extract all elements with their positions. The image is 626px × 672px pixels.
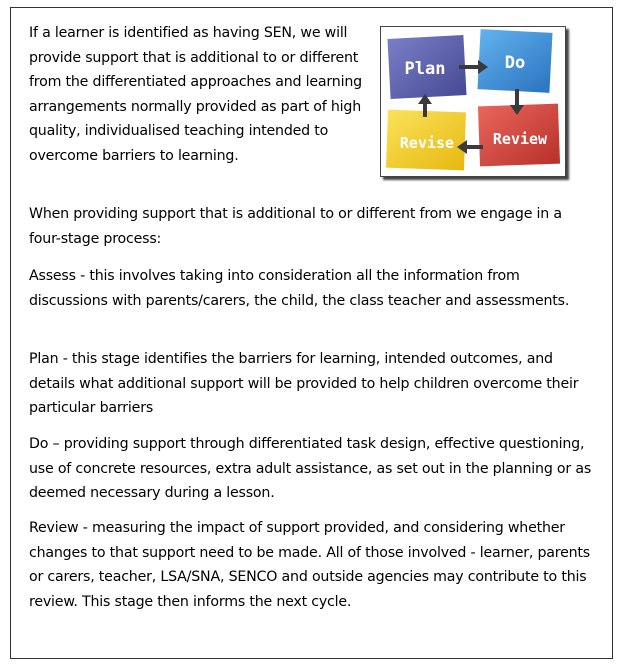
plan-label: Plan <box>404 59 446 79</box>
plan-tile <box>387 35 466 99</box>
intro-paragraph: If a learner is identified as having SEN, we will provide support that is additional to or different from the differentiated approaches and learning arrangements normally provided as part of high quality, individualised teaching intended to overcome barriers to learning. <box>29 25 362 164</box>
revise-tile <box>386 110 466 171</box>
plan-paragraph: Plan - this stage identifies the barriers for learning, intended outcomes, and details what additional support will be provided to help children overcome their particular barriers <box>29 351 579 416</box>
do-tile <box>477 29 552 93</box>
review-tile <box>478 104 560 167</box>
do-label: Do <box>504 53 526 73</box>
four-stage-process-paragraph: When providing support that is additional to or different from we engage in a four-stage process: <box>29 206 562 247</box>
plan-do-review-revise-cycle-diagram <box>380 26 566 177</box>
revise-label: Revise <box>399 134 455 152</box>
review-paragraph: Review - measuring the impact of support provided, and considering whether changes to that support need to be made. All of those involved - learner, parents or carers, teacher, LSA/SNA, SENCO and outside agencies may contribute to this review. This stage then informs the next cycle. <box>29 520 590 610</box>
review-label: Review <box>492 130 548 148</box>
assess-paragraph: Assess - this involves taking into consideration all the information from discussions with parents/carers, the child, the class teacher and assessments. <box>29 268 570 309</box>
do-paragraph: Do – providing support through differentiated task design, effective questioning, use of concrete resources, extra adult assistance, as set out in the planning or as deemed necessary during a lesson. <box>29 436 592 501</box>
